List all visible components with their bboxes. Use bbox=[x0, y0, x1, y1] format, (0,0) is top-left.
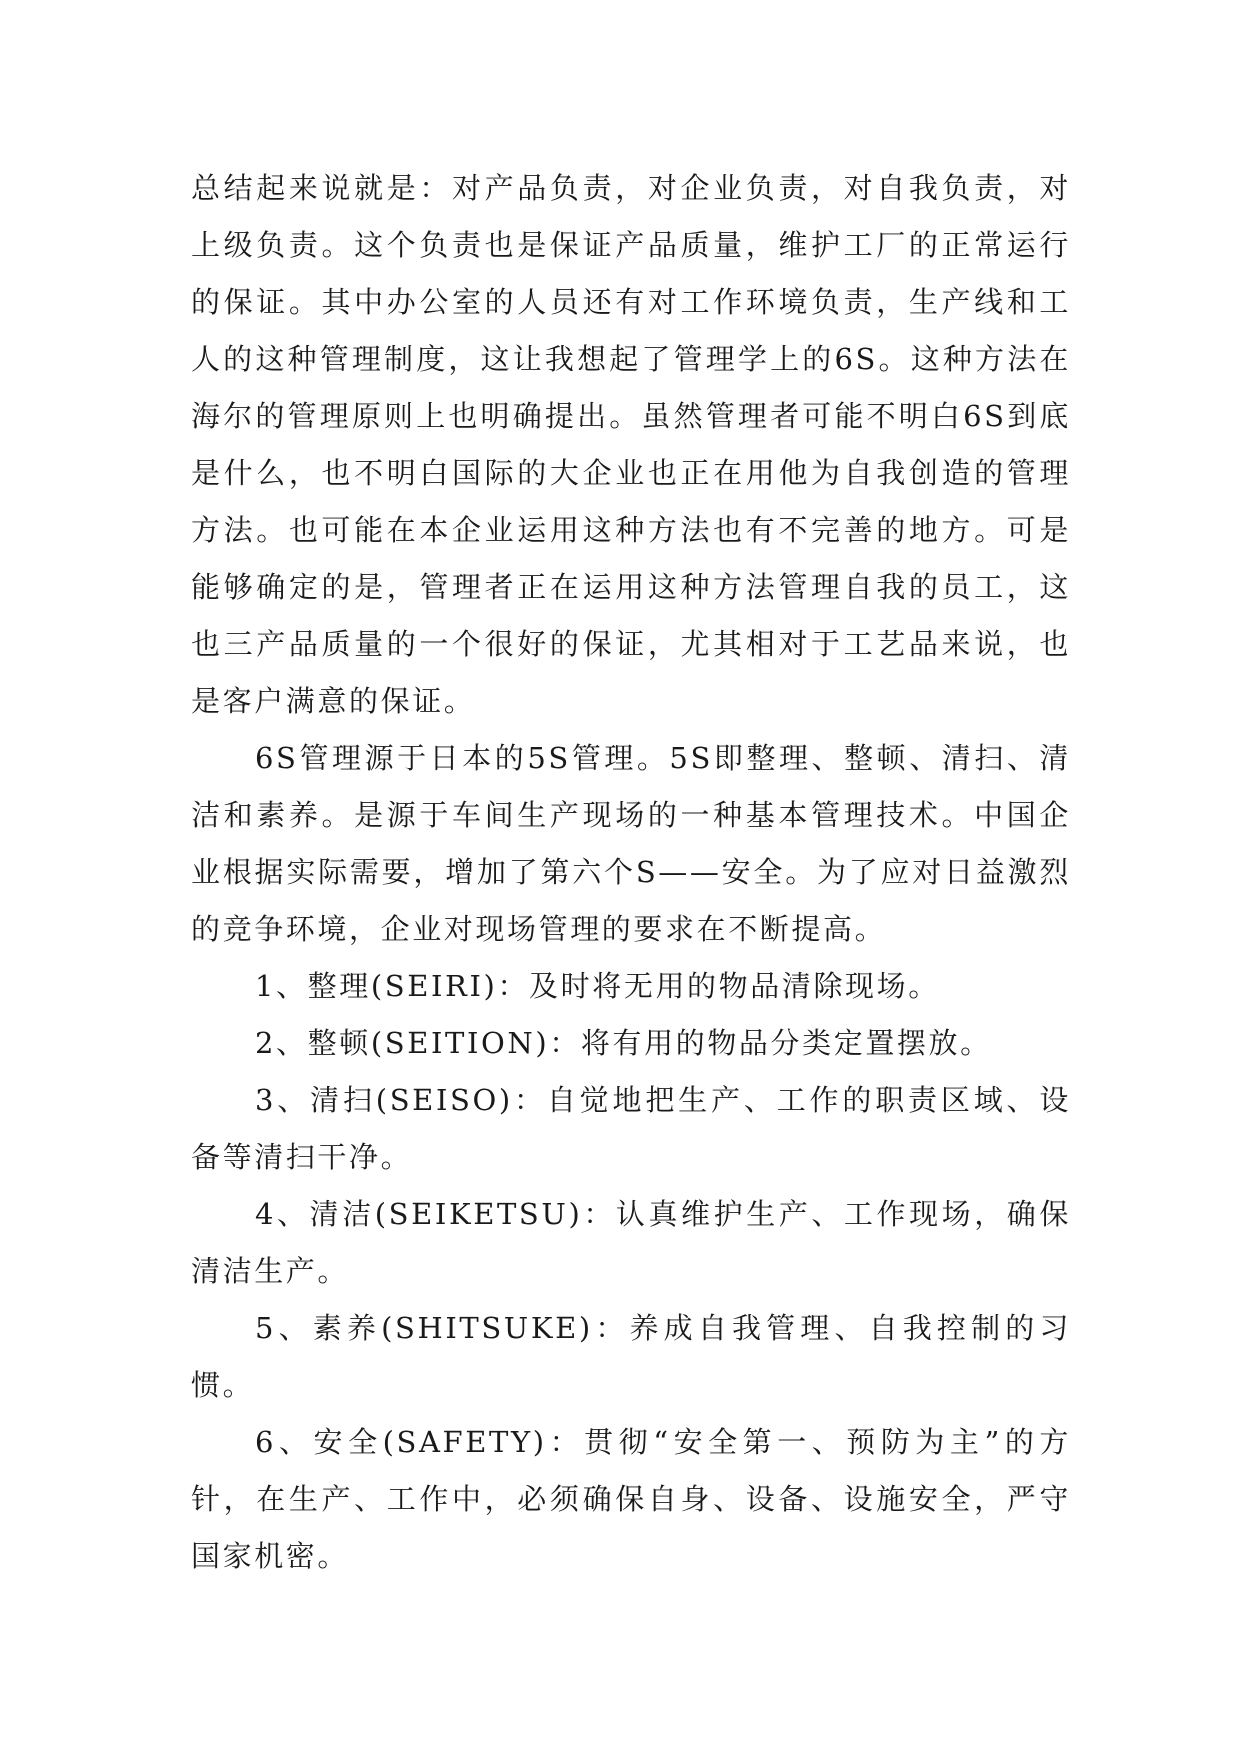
document-body bbox=[191, 160, 1071, 1585]
list-item-shitsuke: 5、素养(SHITSUKE)：养成自我管理、自我控制的习惯。 bbox=[191, 1311, 1071, 1402]
paragraph-summary: 总结起来说就是：对产品负责，对企业负责，对自我负责，对上级负责。这个负责也是保证产品质量，维护工厂的正常运行的保证。其中办公室的人员还有对工作环境负责，生产线和工人的这种管理制度，这让我想起了管理学上的6S。这种方法在海尔的管理原则上也明确提出。虽然管理者可能不明白6S到底是什么，也不明白国际的大企业也正在用他为自我创造的管理方法。也可能在本企业运用这种方法也有不完善的地方。可是能够确定的是，管理者正在运用这种方法管理自我的员工，这也三产品质量的一个很好的保证，尤其相对于工艺品来说，也是客户满意的保证。 bbox=[191, 171, 1071, 718]
list-item-safety: 6、安全(SAFETY)：贯彻“安全第一、预防为主”的方针，在生产、工作中，必须确保自身、设备、设施安全，严守国家机密。 bbox=[191, 1425, 1071, 1573]
list-item-seition: 2、整顿(SEITION)：将有用的物品分类定置摆放。 bbox=[255, 1026, 992, 1060]
list-item-seiri: 1、整理(SEIRI)：及时将无用的物品清除现场。 bbox=[255, 969, 940, 1003]
list-item-seiketsu: 4、清洁(SEIKETSU)：认真维护生产、工作现场，确保清洁生产。 bbox=[191, 1197, 1071, 1288]
list-item-seiso: 3、清扫(SEISO)：自觉地把生产、工作的职责区域、设备等清扫干净。 bbox=[191, 1083, 1071, 1174]
paragraph-6s-intro: 6S管理源于日本的5S管理。5S即整理、整顿、清扫、清洁和素养。是源于车间生产现场的一种基本管理技术。中国企业根据实际需要，增加了第六个S——安全。为了应对日益激烈的竞争环境，企业对现场管理的要求在不断提高。 bbox=[191, 741, 1071, 946]
